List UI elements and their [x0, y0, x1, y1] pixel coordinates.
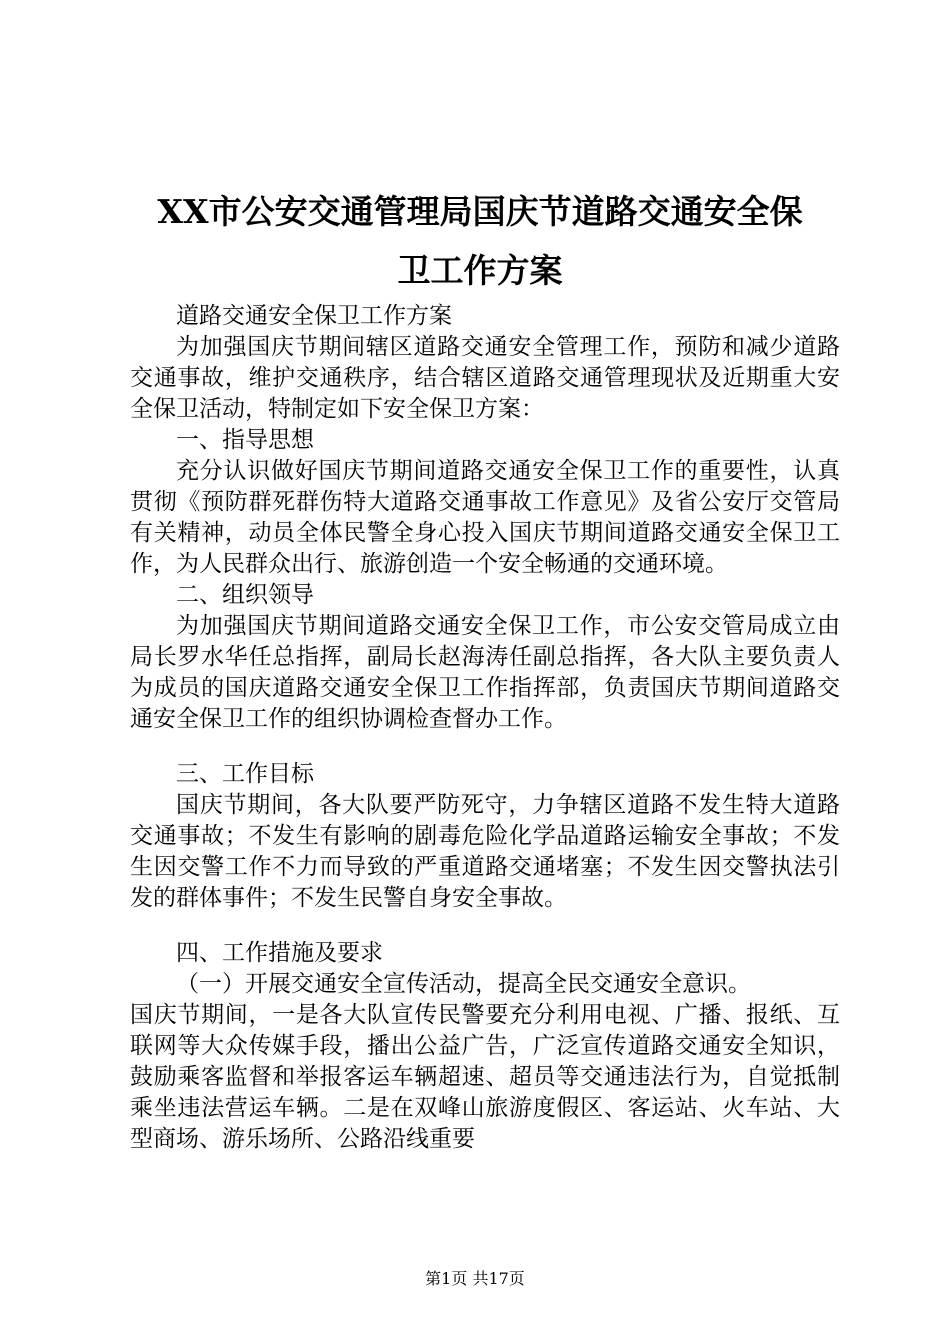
paragraph-section-3: 国庆节期间，各大队要严防死守，力争辖区道路不发生特大道路交通事故；不发生有影响的剧毒危险化学品道路运输安全事故；不发生因交警工作不力而导致的严重道路交通堵塞；不发生因交警执法引发的群体事件；不发生民警自身安全事故。: [130, 792, 840, 911]
paragraph-section-4-1: 国庆节期间，一是各大队宣传民警要充分利用电视、广播、报纸、互联网等大众传媒手段，播出公益广告，广泛宣传道路交通安全知识，鼓励乘客监督和举报客运车辆超速、超员等交通违法行为，自觉抵制乘坐违法营运车辆。二是在双峰山旅游度假区、客运站、火车站、大型商场、游乐场所、公路沿线重要: [130, 1002, 840, 1152]
section-heading-4: 四、工作措施及要求: [176, 940, 383, 966]
page-footer: 第1页 共17页: [425, 1269, 525, 1288]
document-title-line1: XX市公安交通管理局国庆节道路交通安全保: [157, 192, 803, 231]
section-heading-3: 三、工作目标: [176, 761, 314, 787]
document-title-line2: 卫工作方案: [397, 251, 563, 290]
paragraph-section-1: 充分认识做好国庆节期间道路交通安全保卫工作的重要性，认真贯彻《预防群死群伤特大道路交通事故工作意见》及省公安厅交管局有关精神，动员全体民警全身心投入国庆节期间道路交通安全保卫工作，为人民群众出行、旅游创造一个安全畅通的交通环境。: [130, 458, 840, 577]
subsection-heading-4-1: （一）开展交通安全宣传活动，提高全民交通安全意识。: [176, 971, 751, 997]
document-body: [130, 301, 840, 1155]
section-heading-2: 二、组织领导: [176, 582, 314, 608]
doc-subtitle: 道路交通安全保卫工作方案: [176, 303, 452, 329]
paragraph-intro: 为加强国庆节期间辖区道路交通安全管理工作，预防和减少道路交通事故，维护交通秩序，结合辖区道路交通管理现状及近期重大安全保卫活动，特制定如下安全保卫方案：: [130, 334, 840, 422]
section-heading-1: 一、指导思想: [176, 427, 314, 453]
paragraph-section-2: 为加强国庆节期间道路交通安全保卫工作，市公安交管局成立由局长罗水华任总指挥，副局长赵海涛任副总指挥，各大队主要负责人为成员的国庆道路交通安全保卫工作指挥部，负责国庆节期间道路交通安全保卫工作的组织协调检查督办工作。: [130, 613, 840, 732]
